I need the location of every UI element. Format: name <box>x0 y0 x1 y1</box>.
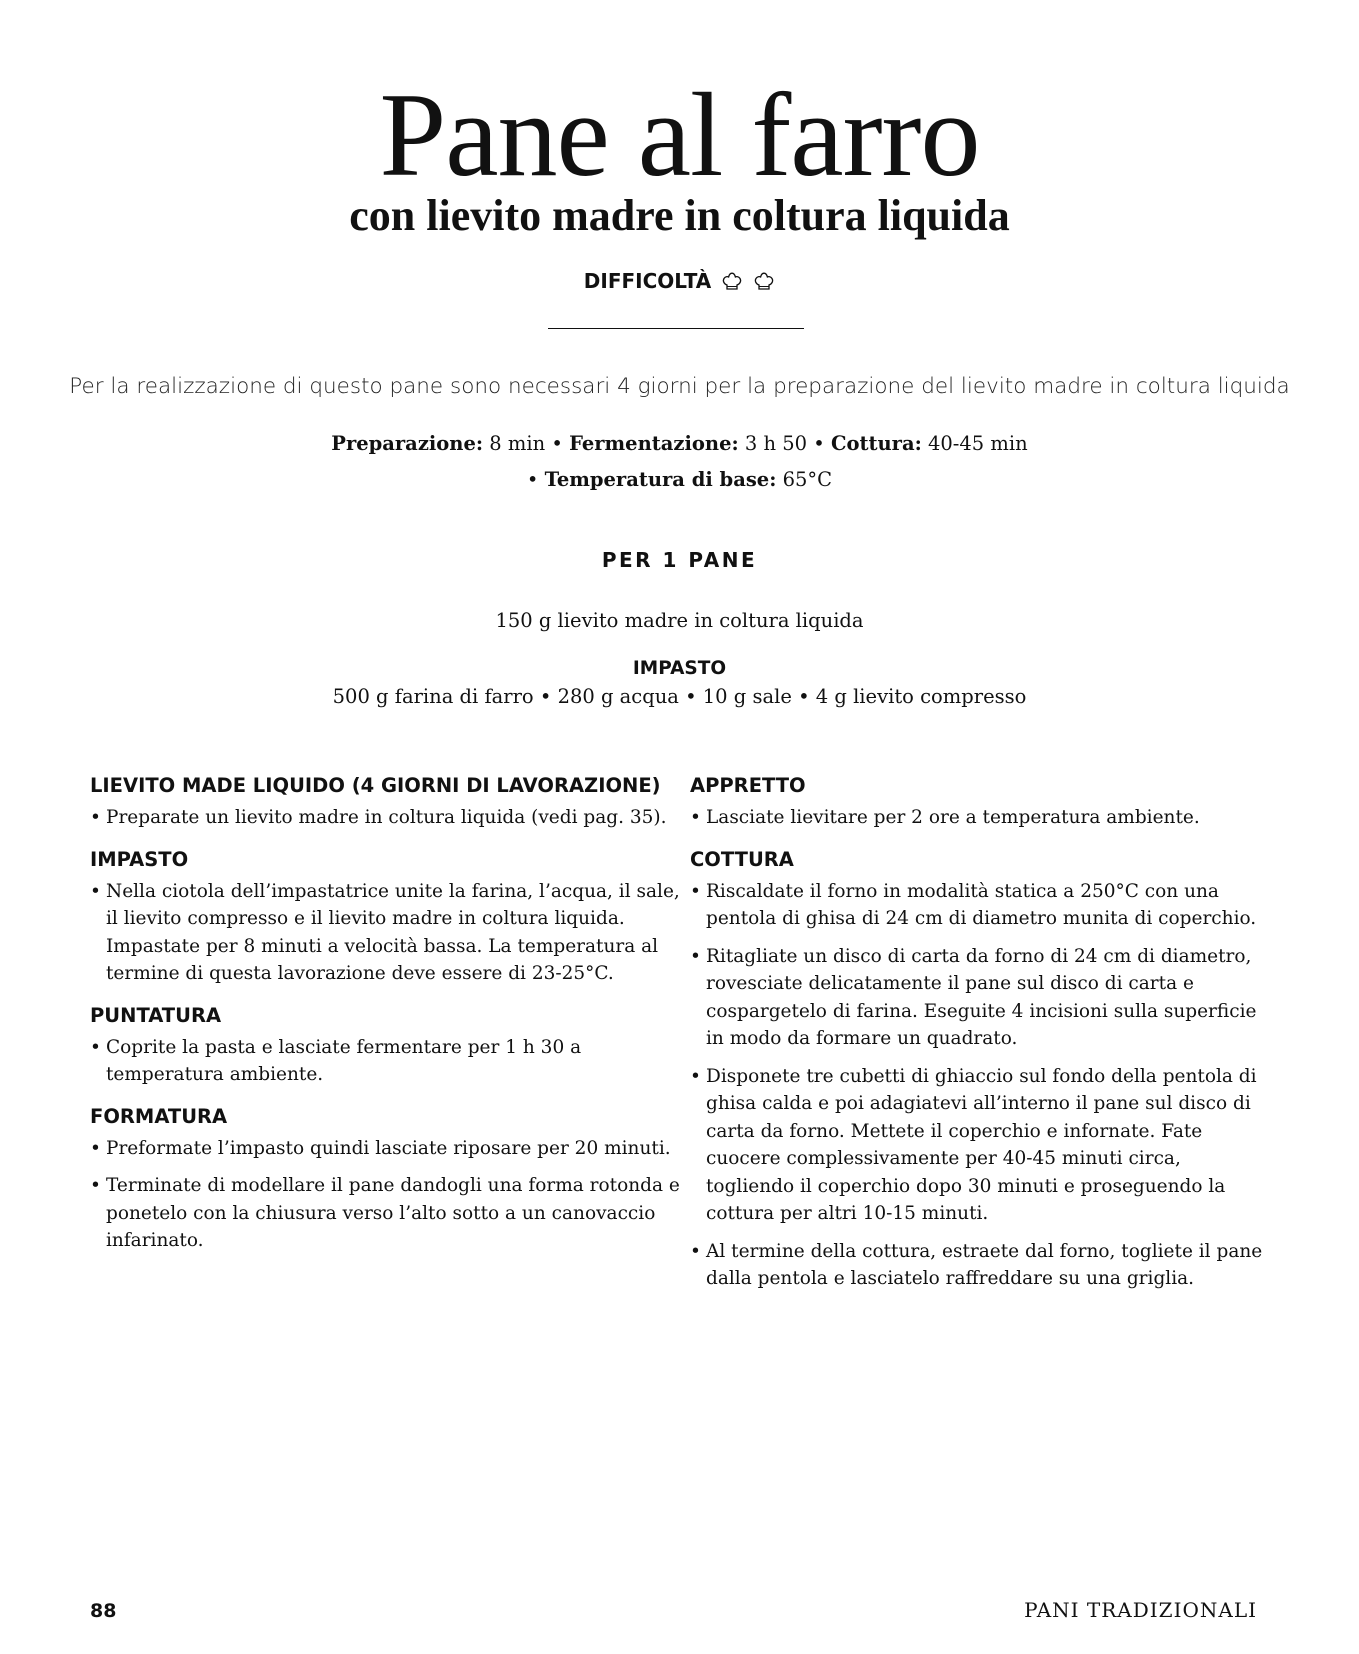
page-number: 88 <box>90 1600 117 1622</box>
step-item: • Lasciate lievitare per 2 ore a temperatura ambiente. <box>690 804 1270 832</box>
prep-label: Preparazione: <box>331 432 484 455</box>
section-heading: PUNTATURA <box>90 1003 222 1027</box>
step-list <box>90 1135 690 1255</box>
starter-ingredient: 150 g lievito madre in coltura liquida <box>495 609 864 632</box>
section-heading: COTTURA <box>690 847 794 871</box>
chef-hat-icon <box>753 270 775 292</box>
method-section-bulk-fermentation <box>90 1002 690 1089</box>
step-list <box>690 804 1270 832</box>
step-list <box>90 878 690 988</box>
fermentation-label: Fermentazione: <box>569 432 739 455</box>
separator: • <box>813 432 831 455</box>
section-heading: LIEVITO MADE LIQUIDO (4 GIORNI DI LAVORAZIONE) <box>90 774 661 797</box>
prep-value: 8 min <box>483 432 552 455</box>
method-section-dough <box>90 846 690 988</box>
method-section-shaping <box>90 1103 690 1255</box>
step-item: • Riscaldate il forno in modalità statica a 250°C con una pentola di ghisa di 24 cm di diametro munita di coperchio. <box>690 878 1270 933</box>
separator: • <box>526 468 545 491</box>
base-temperature-value: 65°C <box>776 468 833 491</box>
step-item: • Terminate di modellare il pane dandogli una forma rotonda e ponetelo con la chiusura verso l’alto sotto a un canovaccio infarinato. <box>90 1172 690 1255</box>
method-section-proofing <box>690 772 1270 832</box>
base-temperature-label: Temperatura di base: <box>544 468 777 491</box>
recipe-title: Pane al farro <box>379 68 980 201</box>
step-list <box>690 878 1270 1293</box>
step-item: • Al termine della cottura, estraete dal forno, togliete il pane dalla pentola e lasciatelo raffreddare su una griglia. <box>690 1238 1270 1293</box>
intro-note: Per la realizzazione di questo pane sono necessari 4 giorni per la preparazione del lievito madre in coltura liquida <box>69 374 1290 399</box>
serves-heading: PER 1 PANE <box>601 548 758 572</box>
recipe-subtitle: con lievito madre in coltura liquida <box>349 191 1010 240</box>
fermentation-value: 3 h 50 <box>738 432 814 455</box>
time-line-1 <box>0 426 1359 462</box>
section-heading: FORMATURA <box>90 1104 228 1128</box>
difficulty-rating <box>0 266 1359 296</box>
time-line-2 <box>0 462 1359 498</box>
time-info <box>0 426 1359 498</box>
step-list <box>90 1034 690 1089</box>
section-heading: IMPASTO <box>90 847 189 871</box>
dough-ingredients-heading: IMPASTO <box>632 658 727 679</box>
cooking-value: 40-45 min <box>921 432 1028 455</box>
title-divider <box>548 328 804 329</box>
dough-ingredients: 500 g farina di farro • 280 g acqua • 10 g sale • 4 g lievito compresso <box>332 685 1027 708</box>
section-heading: APPRETTO <box>690 774 806 797</box>
difficulty-label: DIFFICOLTÀ <box>583 269 712 293</box>
running-footer: PANI TRADIZIONALI <box>1024 1598 1257 1622</box>
separator: • <box>551 432 570 455</box>
step-item: • Disponete tre cubetti di ghiaccio sul fondo della pentola di ghisa calda e poi adagiatevi all’interno il pane sul disco di carta da forno. Mettete il coperchio e infornate. Fate cuocere complessivamente per 40-45 minuti circa, togliendo il coperchio dopo 30 minuti e proseguendo la cottura per altri 10-15 minuti. <box>690 1063 1270 1228</box>
method-section-starter <box>90 772 690 832</box>
step-item: • Preformate l’impasto quindi lasciate riposare per 20 minuti. <box>90 1135 690 1163</box>
step-item: • Ritagliate un disco di carta da forno di 24 cm di diametro, rovesciate delicatamente il pane sul disco di carta e cospargetelo di farina. Eseguite 4 incisioni sulla superficie in modo da formare un quadrato. <box>690 943 1270 1053</box>
step-list <box>90 804 690 832</box>
step-item: • Preparate un lievito madre in coltura liquida (vedi pag. 35). <box>90 804 690 832</box>
chef-hat-icon <box>721 270 743 292</box>
cooking-label: Cottura: <box>830 432 922 455</box>
method-right-column <box>690 772 1270 1307</box>
step-item: • Coprite la pasta e lasciate fermentare per 1 h 30 a temperatura ambiente. <box>90 1034 690 1089</box>
method-section-baking <box>690 846 1270 1293</box>
method-left-column <box>90 772 690 1269</box>
step-item: • Nella ciotola dell’impastatrice unite la farina, l’acqua, il sale, il lievito compresso e il lievito madre in coltura liquida. Impastate per 8 minuti a velocità bassa. La temperatura al termine di questa lavorazione deve essere di 23-25°C. <box>90 878 690 988</box>
